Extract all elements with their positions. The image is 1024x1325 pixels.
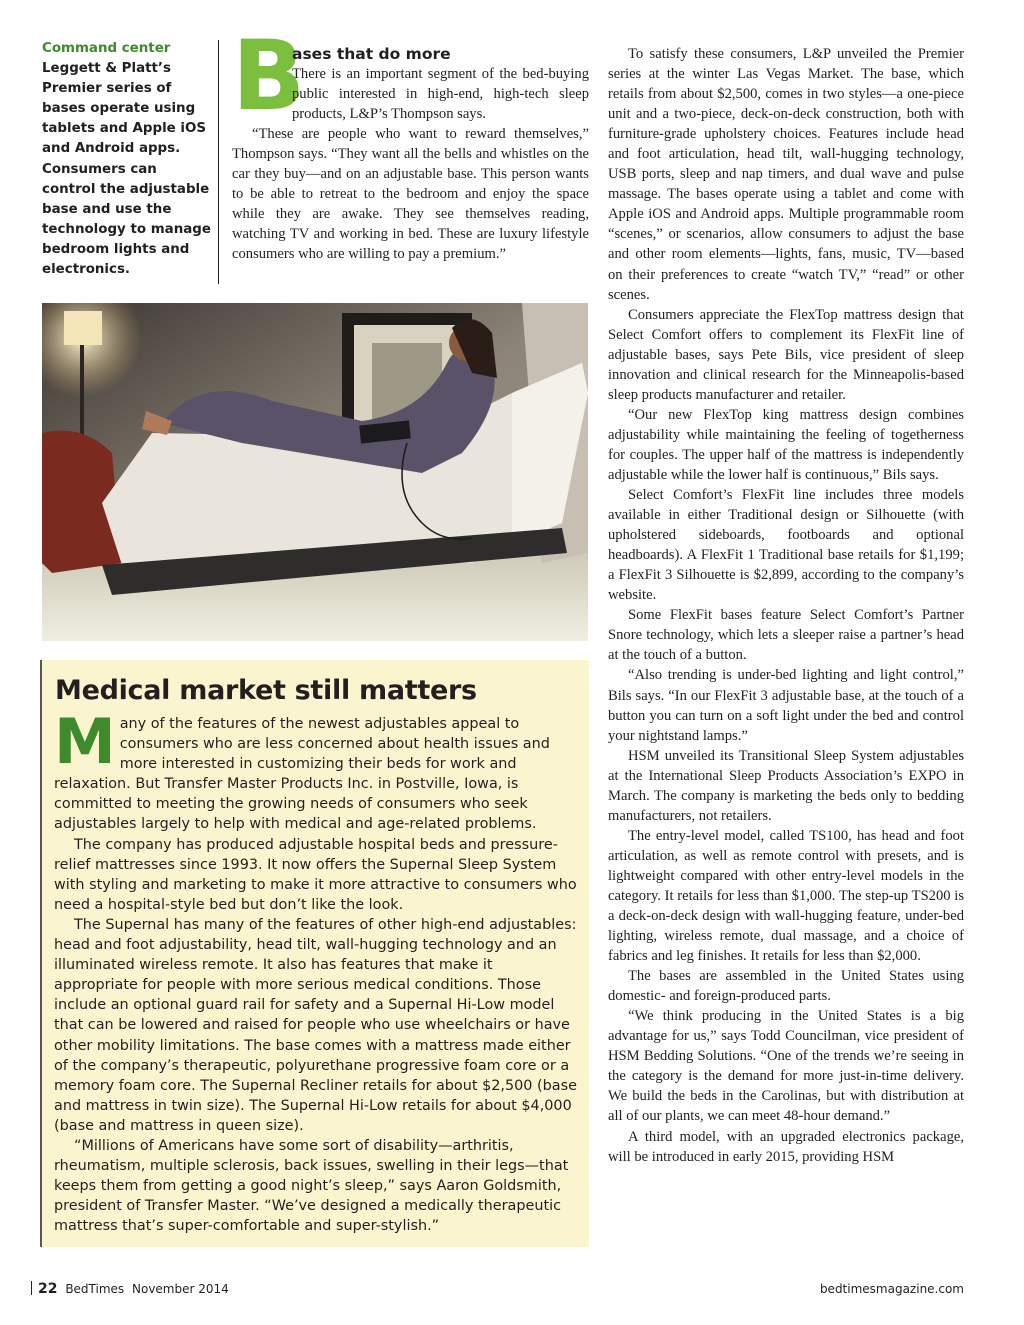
sidebar-paragraph: Many of the features of the newest adjustables appeal to consumers who are less concerned about health issues and more interested in customizing their beds for work and relaxation. But Transfer Master Products Inc. in Postville, Iowa, is committed to meeting the growing needs of consumers who seek adjustables largely to help with medical and age-related problems. [54, 705, 550, 833]
body-paragraph: Select Comfort’s FlexFit line includes three models available in either Traditional design or Silhouette (with upholstered sideboards, footboards and optional headboards). A FlexFit 1 Traditional base retails for $1,199; a FlexFit 3 Silhouette is $2,899, according to the company’s website. [608, 487, 964, 604]
body-paragraph: A third model, with an upgraded electronics package, will be introduced in early 2015, providing HSM [608, 1128, 964, 1165]
body-paragraph: “Our new FlexTop king mattress design combines adjustability while maintaining the feeling of togetherness for couples. The upper half of the mattress is independently adjustable while the lower half is continuous,” Bils says. [608, 406, 964, 483]
caption-title: Command center [42, 41, 171, 56]
page-number: 22 [38, 1281, 58, 1297]
sidebar-body [54, 705, 580, 1236]
adjustable-bed-photo [42, 303, 588, 641]
body-paragraph: HSM unveiled its Transitional Sleep System adjustables at the International Sleep Products Association’s EXPO in March. The company is marketing the beds only to bedding manufacturers, not retailers. [608, 747, 964, 824]
body-paragraph: The bases are assembled in the United States using domestic- and foreign-produced parts. [608, 968, 964, 1005]
photo-caption [42, 39, 212, 280]
sidebar-drop-cap: M [54, 705, 116, 778]
page-footer-left [31, 1281, 229, 1297]
website-url: bedtimesmagazine.com [819, 1282, 964, 1296]
body-paragraph: Consumers appreciate the FlexTop mattress design that Select Comfort offers to complement its FlexFit line of adjustable bases, says Pete Bils, vice president of sleep innovation and clinical research for the Minneapolis-based sleep products manufacturer and retailer. [608, 306, 964, 403]
intro-paragraph: “These are people who want to reward themselves,” Thompson says. “They want all the bells and whistles on the car they buy—and on an adjustable base. This person wants to be able to retreat to the bedroom and enjoy the space while they are awake. They see themselves reading, watching TV and working in bed. These are luxury lifestyle consumers who are willing to pay a premium.” [232, 126, 589, 262]
intro-heading: ases that do more [292, 45, 451, 63]
sidebar-paragraph: The Supernal has many of the features of other high-end adjustables: head and foot adjustability, head tilt, wall-hugging technology and an illuminated wireless remote. It also has features that make it appropriate for people with more serious medical conditions. Those include an optional guard rail for safety and a Supernal Hi-Low model that can be lowered and raised for people who use wheelchairs or have other mobility limitations. The base comes with a mattress made either of the company’s therapeutic, polyurethane progressive foam core or a memory foam core. The Supernal Recliner retails for about $2,500 (base and mattress in twin size). The Supernal Hi-Low retails for about $4,000 (base and mattress in queen size). [54, 916, 577, 1134]
right-column [608, 44, 964, 1167]
sidebar-paragraph: The company has produced adjustable hospital beds and pressure-relief mattresses since 1993. It now offers the Supernal Sleep System with styling and marketing to make it more attractive to consumers who need a hospital-style bed but don’t like the look. [54, 836, 577, 913]
body-paragraph: “We think producing in the United States is a big advantage for us,” says Todd Councilman, vice president of HSM Bedding Solutions. “One of the trends we’re seeing in the category is the demand for more just-in-time delivery. We build the beds in the Carolinas, but with distribution at all of our plants, we can meet 48-hour demand.” [608, 1008, 964, 1125]
intro-paragraph: There is an important segment of the bed-buying public interested in high-end, high-tech sleep products, L&P’s Thompson says. [292, 66, 589, 122]
body-paragraph: The entry-level model, called TS100, has head and foot articulation, as well as remote control with presets, and is lightweight compared with other entry-level models in the category. It retails for less than $1,000. The step-up TS200 is a deck-on-deck design with wall-hugging feature, under-bed lighting, wireless remote, dual massage, and a choice of fabrics and leg finishes. It retails for less than $2,000. [608, 827, 964, 965]
intro-body [232, 64, 589, 264]
body-paragraph: “Also trending is under-bed lighting and light control,” Bils says. “In our FlexFit 3 adjustable base, at the touch of a button you can turn on a soft light under the bed and control your nightstand lamps.” [608, 667, 964, 744]
intro-drop-cap: B [232, 20, 306, 132]
body-paragraph: Some FlexFit bases feature Select Comfort’s Partner Snore technology, which lets a sleeper raise a partner’s head at the touch of a button. [608, 607, 964, 664]
body-paragraph: To satisfy these consumers, L&P unveiled the Premier series at the winter Las Vegas Market. The base, which retails from about $2,500, comes in two styles—a one-piece unit and a two-piece, deck-on-deck construction, both with furniture-grade upholstery choices. Features include head and foot articulation, head tilt, wall-hugging technology, USB ports, sleep and nap timers, and dual wave and pulse massage. The bases operate using a tablet and come with Apple iOS and Android apps. Multiple programmable room “scenes,” or scenarios, allow consumers to adjust the base and other room elements—lights, fans, music, TV—based on their preferences to create “watch TV,” “read” or other scenes. [608, 46, 964, 303]
caption-divider [218, 40, 219, 284]
sidebar-paragraph: “Millions of Americans have some sort of disability—arthritis, rheumatism, multiple sclerosis, back issues, swelling in their legs—that keeps them from getting a good night’s sleep,” says Aaron Goldsmith, president of Transfer Master. “We’ve designed a medically therapeutic mattress that’s super-comfortable and super-stylish.” [54, 1137, 569, 1235]
publication-name: BedTimes [65, 1282, 125, 1296]
issue-date: November 2014 [132, 1282, 229, 1296]
photo-illustration [42, 303, 588, 641]
footer-divider [31, 1281, 32, 1295]
caption-text: Leggett & Platt’s Premier series of bases operate using tablets and Apple iOS and Android apps. Consumers can control the adjustable base and use the technology to manage bedroom lights and electronics. [42, 61, 211, 278]
medical-sidebar [40, 660, 589, 1247]
sidebar-title: Medical market still matters [55, 675, 477, 706]
lamp-shade [64, 311, 102, 345]
